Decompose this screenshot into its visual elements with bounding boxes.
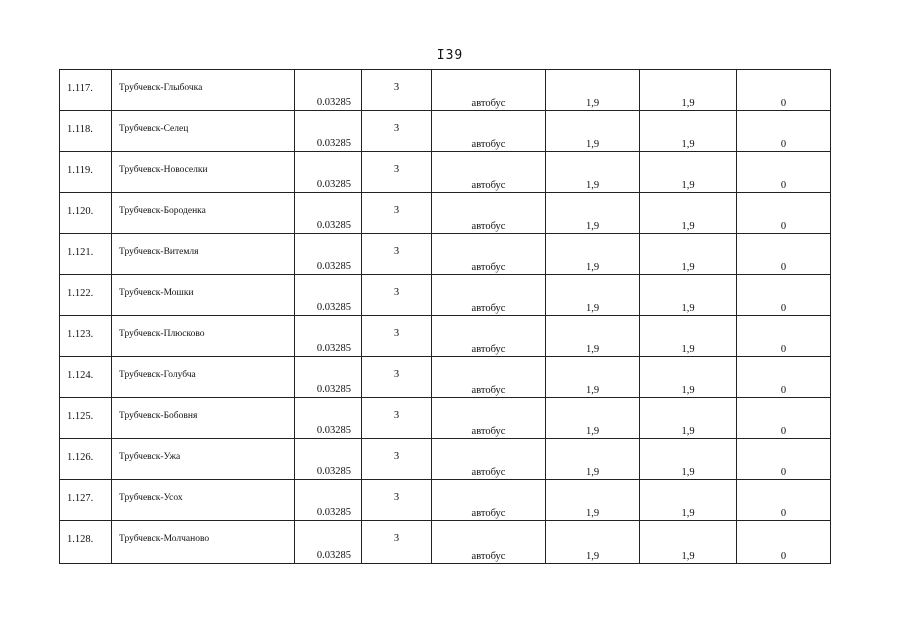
coefficient-value-cell (295, 193, 362, 234)
transport-type-cell (432, 480, 546, 521)
table-row (60, 480, 831, 521)
value-2: 1,9 (681, 426, 695, 437)
value-1-cell (546, 275, 640, 316)
count-value: 3 (393, 369, 400, 380)
route-name: Трубчевск-Усох (119, 493, 183, 503)
route-name-cell (112, 70, 295, 111)
row-number: 1.123. (67, 329, 94, 340)
value-2-cell (640, 398, 737, 439)
route-name-cell (112, 193, 295, 234)
coefficient-value: 0.03285 (316, 425, 351, 436)
count-value-cell (362, 398, 432, 439)
value-1: 1,9 (585, 303, 600, 314)
route-name-cell (112, 111, 295, 152)
value-1-cell (546, 152, 640, 193)
count-value-cell (362, 111, 432, 152)
coefficient-value: 0.03285 (316, 97, 351, 108)
row-number: 1.124. (67, 370, 94, 381)
count-value-cell (362, 193, 432, 234)
value-2-cell (640, 111, 737, 152)
route-name-cell (112, 398, 295, 439)
value-3: 0 (780, 508, 787, 519)
value-1-cell (546, 111, 640, 152)
row-number-cell (60, 70, 112, 111)
transport-type-cell (432, 152, 546, 193)
value-2: 1,9 (681, 303, 695, 314)
route-name: Трубчевск-Плюсково (119, 329, 205, 339)
transport-type-cell (432, 234, 546, 275)
transport-type: автобус (471, 385, 506, 396)
count-value-cell (362, 439, 432, 480)
count-value: 3 (393, 451, 400, 462)
table-row (60, 275, 831, 316)
route-name: Трубчевск-Селец (119, 124, 189, 134)
value-2-cell (640, 275, 737, 316)
count-value: 3 (393, 123, 400, 134)
value-2-cell (640, 357, 737, 398)
transport-type-cell (432, 357, 546, 398)
table-row (60, 70, 831, 111)
row-number-cell (60, 357, 112, 398)
coefficient-value-cell (295, 316, 362, 357)
route-name-cell (112, 275, 295, 316)
transport-type: автобус (471, 467, 506, 478)
count-value: 3 (393, 328, 400, 339)
value-2: 1,9 (681, 551, 695, 562)
table-row (60, 439, 831, 480)
row-number-cell (60, 521, 112, 564)
row-number-cell (60, 111, 112, 152)
row-number-cell (60, 234, 112, 275)
value-3: 0 (780, 262, 787, 273)
coefficient-value: 0.03285 (316, 384, 351, 395)
row-number-cell (60, 193, 112, 234)
transport-type: автобус (471, 551, 506, 562)
value-1-cell (546, 234, 640, 275)
row-number-cell (60, 480, 112, 521)
value-1-cell (546, 439, 640, 480)
transport-type: автобус (471, 139, 506, 150)
count-value-cell (362, 70, 432, 111)
table-row (60, 521, 831, 564)
row-number: 1.125. (67, 411, 94, 422)
route-name-cell (112, 357, 295, 398)
page-number: I39 (436, 48, 464, 63)
count-value-cell (362, 480, 432, 521)
count-value-cell (362, 316, 432, 357)
value-1: 1,9 (585, 508, 600, 519)
value-1-cell (546, 480, 640, 521)
transport-type-cell (432, 193, 546, 234)
transport-type: автобус (471, 180, 506, 191)
value-2: 1,9 (681, 139, 695, 150)
coefficient-value-cell (295, 521, 362, 564)
count-value-cell (362, 234, 432, 275)
count-value: 3 (393, 410, 400, 421)
transport-type: автобус (471, 508, 506, 519)
value-2-cell (640, 152, 737, 193)
count-value: 3 (393, 287, 400, 298)
transport-type: автобус (471, 262, 506, 273)
coefficient-value: 0.03285 (316, 550, 351, 561)
count-value-cell (362, 152, 432, 193)
row-number-cell (60, 439, 112, 480)
transport-type-cell (432, 398, 546, 439)
value-1: 1,9 (585, 426, 600, 437)
value-1-cell (546, 521, 640, 564)
table-row (60, 398, 831, 439)
row-number: 1.120. (67, 206, 94, 217)
count-value-cell (362, 521, 432, 564)
transport-type: автобус (471, 344, 506, 355)
row-number-cell (60, 152, 112, 193)
value-3-cell (737, 70, 831, 111)
coefficient-value: 0.03285 (316, 302, 351, 313)
routes-table (59, 69, 831, 564)
row-number: 1.128. (67, 534, 94, 545)
value-1: 1,9 (585, 344, 600, 355)
value-3-cell (737, 234, 831, 275)
row-number: 1.117. (67, 83, 93, 94)
value-2-cell (640, 234, 737, 275)
count-value-cell (362, 357, 432, 398)
value-1: 1,9 (585, 180, 600, 191)
route-name: Трубчевск-Витемля (119, 247, 199, 257)
value-1-cell (546, 398, 640, 439)
value-3: 0 (780, 221, 787, 232)
value-2: 1,9 (681, 508, 695, 519)
value-3-cell (737, 439, 831, 480)
value-3-cell (737, 193, 831, 234)
value-2: 1,9 (681, 467, 695, 478)
value-2: 1,9 (681, 344, 695, 355)
route-name: Трубчевск-Бороденка (119, 206, 206, 216)
value-2: 1,9 (681, 262, 695, 273)
count-value: 3 (393, 492, 400, 503)
value-1-cell (546, 70, 640, 111)
value-3-cell (737, 480, 831, 521)
value-2-cell (640, 193, 737, 234)
value-3: 0 (780, 139, 787, 150)
row-number: 1.118. (67, 124, 93, 135)
value-3: 0 (780, 344, 787, 355)
coefficient-value-cell (295, 111, 362, 152)
count-value: 3 (393, 533, 400, 544)
row-number: 1.127. (67, 493, 94, 504)
transport-type-cell (432, 70, 546, 111)
row-number: 1.122. (67, 288, 94, 299)
value-3-cell (737, 398, 831, 439)
route-name-cell (112, 316, 295, 357)
transport-type-cell (432, 521, 546, 564)
coefficient-value: 0.03285 (316, 179, 351, 190)
coefficient-value-cell (295, 234, 362, 275)
row-number-cell (60, 398, 112, 439)
value-1: 1,9 (585, 98, 600, 109)
value-1: 1,9 (585, 385, 600, 396)
route-name-cell (112, 234, 295, 275)
coefficient-value: 0.03285 (316, 220, 351, 231)
route-name-cell (112, 480, 295, 521)
coefficient-value-cell (295, 275, 362, 316)
route-name-cell (112, 439, 295, 480)
value-1: 1,9 (585, 262, 600, 273)
transport-type-cell (432, 316, 546, 357)
value-2: 1,9 (681, 180, 695, 191)
value-2-cell (640, 521, 737, 564)
value-3: 0 (780, 98, 787, 109)
transport-type-cell (432, 439, 546, 480)
value-3-cell (737, 111, 831, 152)
transport-type: автобус (471, 303, 506, 314)
value-3: 0 (780, 551, 787, 562)
coefficient-value-cell (295, 357, 362, 398)
value-1-cell (546, 193, 640, 234)
route-name: Трубчевск-Ужа (119, 452, 181, 462)
coefficient-value-cell (295, 152, 362, 193)
transport-type: автобус (471, 426, 506, 437)
row-number-cell (60, 275, 112, 316)
table-row (60, 234, 831, 275)
value-2: 1,9 (681, 385, 695, 396)
count-value: 3 (393, 82, 400, 93)
routes-table-body (60, 70, 831, 564)
route-name: Трубчевск-Глыбочка (119, 83, 203, 93)
value-2: 1,9 (681, 221, 695, 232)
value-1: 1,9 (585, 139, 600, 150)
value-2-cell (640, 480, 737, 521)
route-name: Трубчевск-Мошки (119, 288, 194, 298)
count-value: 3 (393, 205, 400, 216)
value-2-cell (640, 70, 737, 111)
transport-type: автобус (471, 98, 506, 109)
coefficient-value: 0.03285 (316, 466, 351, 477)
value-3-cell (737, 275, 831, 316)
value-3-cell (737, 316, 831, 357)
coefficient-value: 0.03285 (316, 138, 351, 149)
route-name: Трубчевск-Бобовня (119, 411, 198, 421)
value-3: 0 (780, 180, 787, 191)
coefficient-value-cell (295, 70, 362, 111)
value-1: 1,9 (585, 551, 600, 562)
row-number: 1.121. (67, 247, 94, 258)
table-row (60, 357, 831, 398)
route-name: Трубчевск-Голубча (119, 370, 196, 380)
route-name: Трубчевск-Новоселки (119, 165, 208, 175)
coefficient-value-cell (295, 439, 362, 480)
coefficient-value: 0.03285 (316, 261, 351, 272)
table-row (60, 111, 831, 152)
transport-type: автобус (471, 221, 506, 232)
coefficient-value-cell (295, 398, 362, 439)
value-1-cell (546, 316, 640, 357)
value-3-cell (737, 521, 831, 564)
count-value: 3 (393, 246, 400, 257)
value-3-cell (737, 357, 831, 398)
value-3: 0 (780, 303, 787, 314)
count-value: 3 (393, 164, 400, 175)
count-value-cell (362, 275, 432, 316)
row-number: 1.119. (67, 165, 93, 176)
transport-type-cell (432, 111, 546, 152)
value-3: 0 (780, 385, 787, 396)
value-2-cell (640, 316, 737, 357)
table-row (60, 316, 831, 357)
value-3: 0 (780, 467, 787, 478)
table-row (60, 193, 831, 234)
coefficient-value: 0.03285 (316, 343, 351, 354)
value-1: 1,9 (585, 467, 600, 478)
value-3: 0 (780, 426, 787, 437)
value-2-cell (640, 439, 737, 480)
table-row (60, 152, 831, 193)
row-number-cell (60, 316, 112, 357)
coefficient-value: 0.03285 (316, 507, 351, 518)
transport-type-cell (432, 275, 546, 316)
route-name-cell (112, 521, 295, 564)
value-1-cell (546, 357, 640, 398)
value-3-cell (737, 152, 831, 193)
row-number: 1.126. (67, 452, 94, 463)
route-name: Трубчевск-Молчаново (119, 534, 210, 544)
coefficient-value-cell (295, 480, 362, 521)
value-2: 1,9 (681, 98, 695, 109)
value-1: 1,9 (585, 221, 600, 232)
route-name-cell (112, 152, 295, 193)
